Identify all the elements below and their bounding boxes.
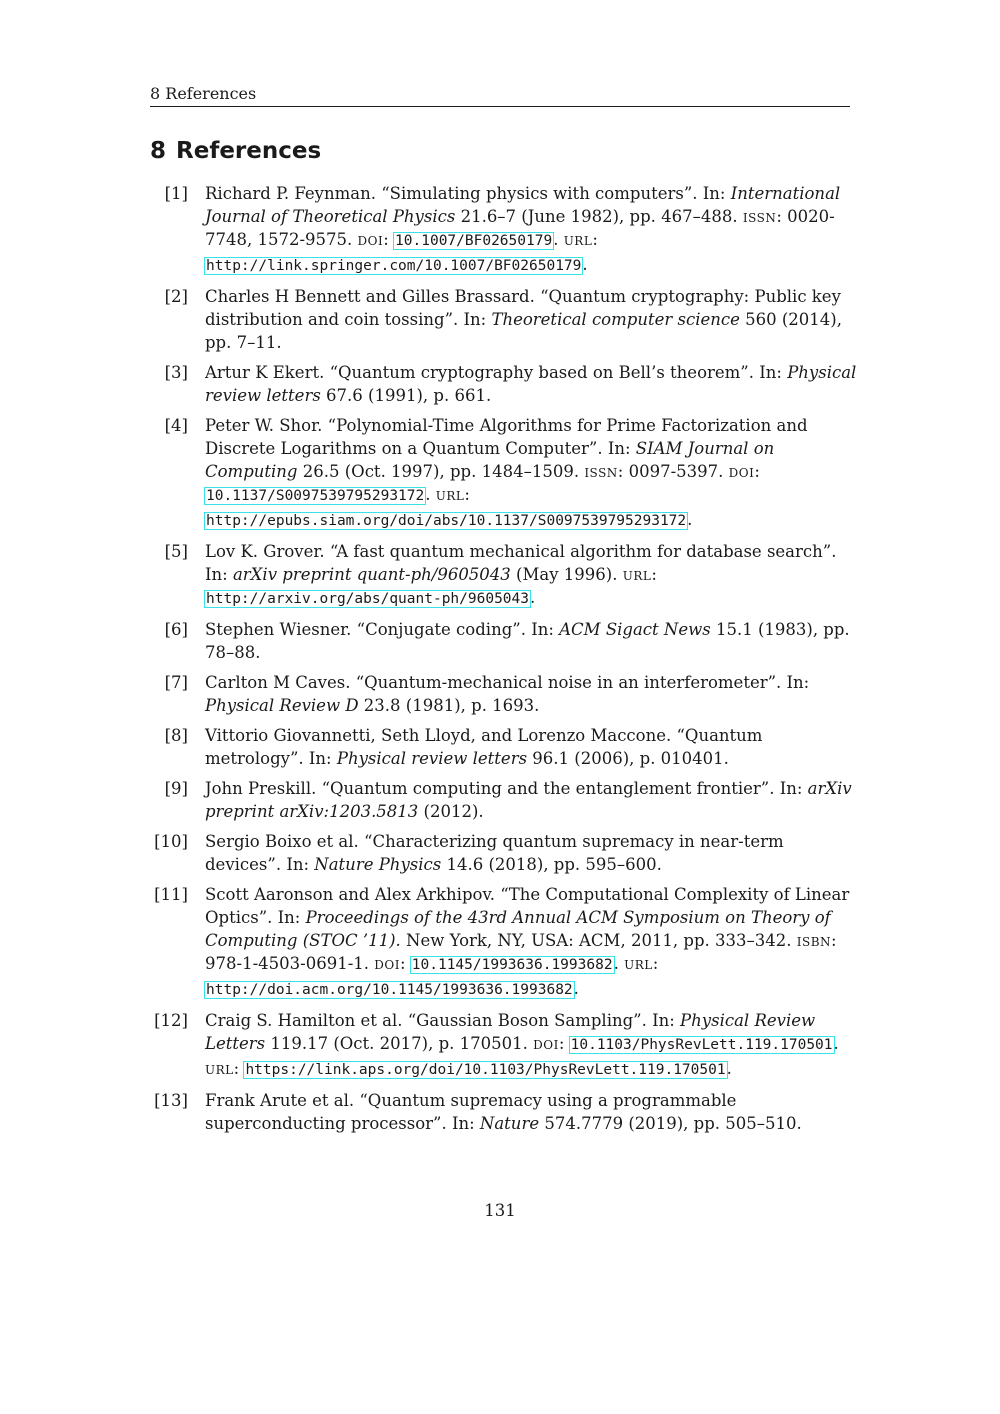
reference-text-segment: : xyxy=(464,485,470,504)
reference-text-segment: : xyxy=(592,230,598,249)
reference-text-segment: . xyxy=(553,230,564,249)
reference-text xyxy=(205,671,862,717)
reference-label: [4] xyxy=(164,416,188,435)
reference-text xyxy=(205,414,862,533)
reference-text-segment: Sergio Boixo et al. “Characterizing quantum supremacy in near-term devices”. In: xyxy=(205,832,784,874)
section-title: References xyxy=(176,138,322,164)
reference-venue: Nature Physics xyxy=(314,855,442,874)
reference-text-segment: : xyxy=(754,462,760,481)
reference-text-segment: (2012). xyxy=(418,802,484,821)
page-number: 131 xyxy=(484,1201,516,1220)
reference-text-segment: (May 1996). xyxy=(510,565,623,584)
reference-label: [2] xyxy=(164,287,188,306)
reference-label: [12] xyxy=(154,1011,188,1030)
reference-venue: arXiv preprint arXiv:1203.5813 xyxy=(205,779,852,821)
reference-venue: Theoretical computer science xyxy=(491,310,740,329)
reference-text-segment: . xyxy=(687,510,693,529)
reference-item xyxy=(150,361,862,407)
reference-label: [3] xyxy=(164,363,188,382)
reference-field-label: isbn xyxy=(796,931,832,950)
reference-label: [9] xyxy=(164,779,188,798)
reference-venue: arXiv preprint quant-ph/9605043 xyxy=(232,565,511,584)
reference-label: [8] xyxy=(164,726,188,745)
reference-text-segment: 15.1 (1983), pp. 78–88. xyxy=(205,620,850,662)
reference-text-segment: Peter W. Shor. “Polynomial-Time Algorithms for Prime Factorization and Discrete Logarithms on a Quantum Computer”. In: xyxy=(205,416,808,458)
reference-text-segment: : xyxy=(558,1034,570,1053)
reference-text-segment: 14.6 (2018), pp. 595–600. xyxy=(441,855,662,874)
reference-text-segment: John Preskill. “Quantum computing and the entanglement frontier”. In: xyxy=(205,779,808,798)
reference-venue: Physical Review D xyxy=(205,696,359,715)
reference-link[interactable]: https://link.aps.org/doi/10.1103/PhysRevLett.119.170501 xyxy=(245,1062,726,1078)
reference-link[interactable]: 10.1137/S0097539795293172 xyxy=(206,488,425,504)
section-number: 8 xyxy=(150,138,167,164)
reference-venue: Proceedings of the 43rd Annual ACM Symposium on Theory of Computing (STOC ’11). xyxy=(205,908,831,950)
reference-text-segment: Richard P. Feynman. “Simulating physics with computers”. In: xyxy=(205,184,731,203)
reference-text-segment: : xyxy=(399,954,411,973)
reference-item xyxy=(150,618,862,664)
reference-text xyxy=(205,830,862,876)
reference-text-segment: Craig S. Hamilton et al. “Gaussian Boson Sampling”. In: xyxy=(205,1011,681,1030)
reference-link[interactable]: http://arxiv.org/abs/quant-ph/9605043 xyxy=(206,591,530,607)
reference-text xyxy=(205,285,862,354)
reference-field-label: url xyxy=(435,485,465,504)
reference-field-label: doi xyxy=(374,954,400,973)
reference-text-segment: Artur K Ekert. “Quantum cryptography based on Bell’s theorem”. In: xyxy=(205,363,788,382)
reference-text-segment: Frank Arute et al. “Quantum supremacy using a programmable superconducting processor”. In: xyxy=(205,1091,737,1133)
running-header xyxy=(150,84,850,107)
reference-field-label: doi xyxy=(357,230,384,249)
reference-text xyxy=(205,724,862,770)
reference-item xyxy=(150,1089,862,1135)
reference-item xyxy=(150,182,862,278)
reference-field-label: url xyxy=(622,565,652,584)
reference-label: [7] xyxy=(164,673,188,692)
reference-text-segment: . xyxy=(833,1034,839,1053)
reference-text-segment: : xyxy=(652,954,659,973)
reference-text-segment: . xyxy=(425,485,436,504)
reference-link[interactable]: http://doi.acm.org/10.1145/1993636.1993682 xyxy=(206,982,573,998)
reference-label: [10] xyxy=(154,832,188,851)
reference-label: [13] xyxy=(154,1091,188,1110)
reference-text-segment: 574.7779 (2019), pp. 505–510. xyxy=(539,1114,802,1133)
reference-link[interactable]: 10.1103/PhysRevLett.119.170501 xyxy=(570,1037,833,1053)
reference-item xyxy=(150,285,862,354)
reference-item xyxy=(150,830,862,876)
reference-field-label: doi xyxy=(533,1034,559,1053)
reference-list xyxy=(150,182,862,1142)
reference-item xyxy=(150,1009,862,1082)
reference-field-label: issn xyxy=(742,207,777,226)
reference-item xyxy=(150,540,862,611)
reference-text-segment: : xyxy=(651,565,657,584)
reference-text-segment: 23.8 (1981), p. 1693. xyxy=(358,696,540,715)
reference-text-segment: . xyxy=(573,979,579,998)
reference-item xyxy=(150,671,862,717)
reference-text-segment: Stephen Wiesner. “Conjugate coding”. In: xyxy=(205,620,560,639)
reference-venue: SIAM Journal on Computing xyxy=(205,439,775,481)
reference-item xyxy=(150,724,862,770)
reference-venue: ACM Sigact News xyxy=(559,620,711,639)
reference-text-segment: Carlton M Caves. “Quantum-mechanical noise in an interferometer”. In: xyxy=(205,673,810,692)
reference-text-segment: : 0097-5397. xyxy=(617,462,729,481)
running-header-title: 8 References xyxy=(150,84,257,103)
reference-text-segment: . xyxy=(613,954,625,973)
reference-item xyxy=(150,883,862,1002)
reference-text-segment: 67.6 (1991), p. 661. xyxy=(320,386,492,405)
reference-text-segment: : xyxy=(383,230,395,249)
reference-item xyxy=(150,414,862,533)
reference-item xyxy=(150,777,862,823)
section-heading xyxy=(150,136,321,166)
reference-label: [5] xyxy=(164,542,188,561)
reference-text-segment: Scott Aaronson and Alex Arkhipov. “The Computational Complexity of Linear Optics”. In: xyxy=(205,885,850,927)
reference-field-label: url xyxy=(205,1059,234,1078)
reference-text-segment: : 0020-7748, 1572-9575. xyxy=(205,207,835,249)
reference-field-label: doi xyxy=(728,462,755,481)
reference-text-segment: 560 (2014), pp. 7–11. xyxy=(205,310,842,352)
reference-text xyxy=(205,1009,862,1082)
reference-text-segment: 96.1 (2006), p. 010401. xyxy=(527,749,729,768)
reference-link[interactable]: 10.1145/1993636.1993682 xyxy=(411,957,613,973)
reference-field-label: url xyxy=(563,230,593,249)
reference-venue: Physical review letters xyxy=(336,749,528,768)
reference-venue: Physical review letters xyxy=(205,363,857,405)
reference-text xyxy=(205,540,862,611)
reference-text xyxy=(205,182,862,278)
reference-link[interactable]: http://link.springer.com/10.1007/BF02650179 xyxy=(206,258,582,274)
reference-text xyxy=(205,361,862,407)
reference-text xyxy=(205,883,862,1002)
reference-text xyxy=(205,777,862,823)
reference-venue: Physical Review Letters xyxy=(205,1011,816,1053)
reference-text-segment: 119.17 (Oct. 2017), p. 170501. xyxy=(265,1034,534,1053)
reference-text xyxy=(205,618,862,664)
reference-text-segment: . xyxy=(726,1059,732,1078)
reference-link[interactable]: http://epubs.siam.org/doi/abs/10.1137/S0097539795293172 xyxy=(206,513,687,529)
reference-label: [6] xyxy=(164,620,188,639)
reference-text-segment: Lov K. Grover. “A fast quantum mechanical algorithm for database search”. In: xyxy=(205,542,837,584)
reference-text-segment: . xyxy=(582,255,588,274)
reference-text-segment: New York, NY, USA: ACM, 2011, pp. 333–342. xyxy=(400,931,797,950)
reference-label: [1] xyxy=(164,184,188,203)
reference-text-segment: 26.5 (Oct. 1997), pp. 1484–1509. xyxy=(297,462,585,481)
reference-text xyxy=(205,1089,862,1135)
reference-text-segment: Charles H Bennett and Gilles Brassard. “Quantum cryptography: Public key distribution and coin tossing”. In: xyxy=(205,287,841,329)
reference-field-label: url xyxy=(624,954,653,973)
reference-text-segment: . xyxy=(530,588,536,607)
reference-label: [11] xyxy=(154,885,188,904)
reference-field-label: issn xyxy=(584,462,618,481)
reference-link[interactable]: 10.1007/BF02650179 xyxy=(395,233,553,249)
reference-text-segment: : xyxy=(233,1059,245,1078)
reference-text-segment: : 978-1-4503-0691-1. xyxy=(205,931,837,973)
reference-text-segment: 21.6–7 (June 1982), pp. 467–488. xyxy=(455,207,743,226)
reference-text-segment: Vittorio Giovannetti, Seth Lloyd, and Lorenzo Maccone. “Quantum metrology”. In: xyxy=(205,726,763,768)
reference-venue: Nature xyxy=(479,1114,540,1133)
reference-venue: International Journal of Theoretical Physics xyxy=(205,184,841,226)
